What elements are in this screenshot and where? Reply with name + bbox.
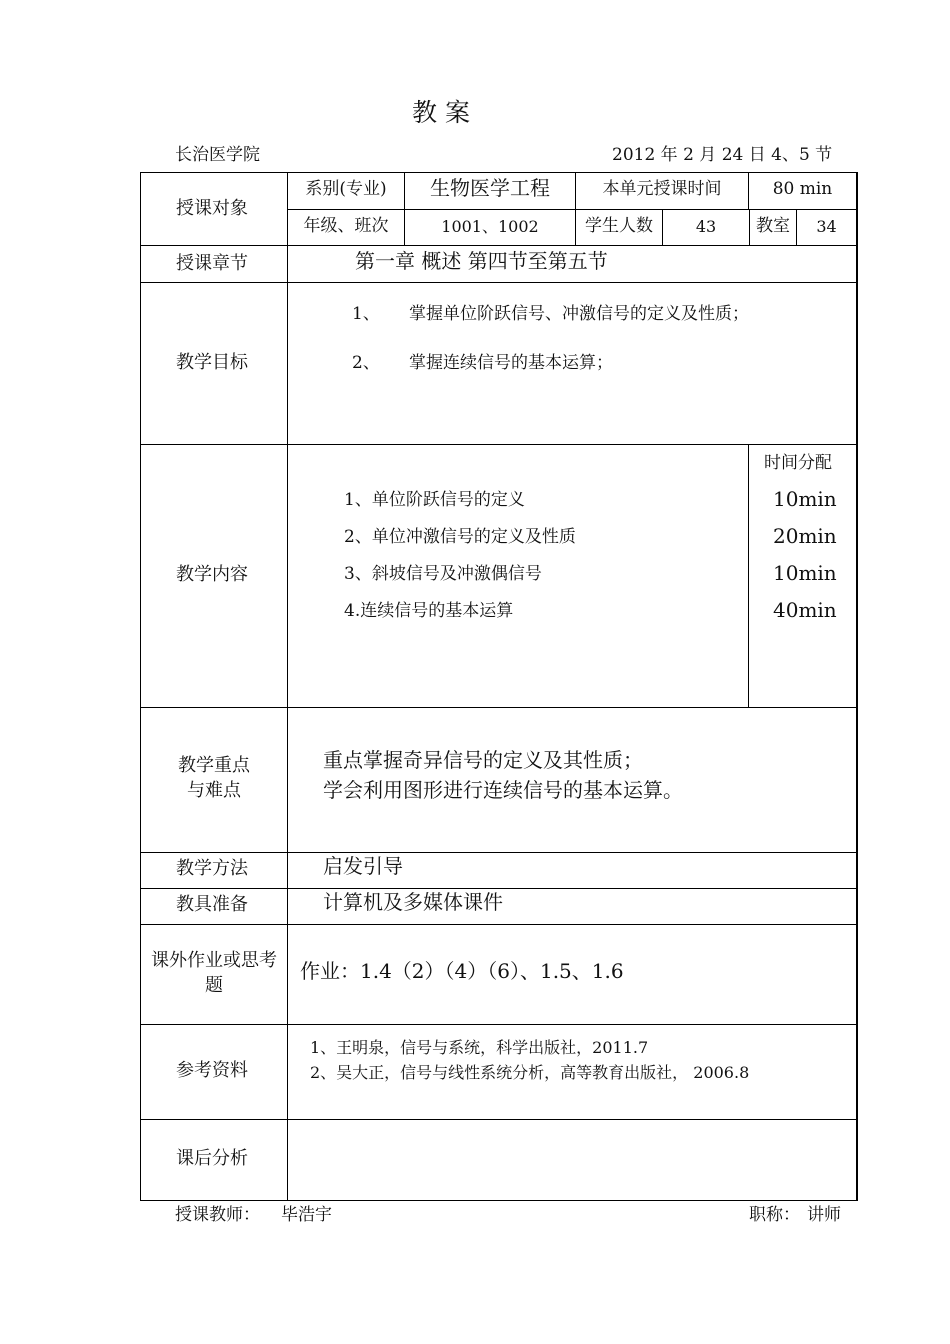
content-time-2: 20min [773, 524, 837, 548]
teacher-name: 毕浩宇 [281, 1205, 332, 1225]
content-label: 教学内容 [176, 564, 248, 585]
homework-value: 作业：1.4（2）（4）（6）、1.5、1.6 [300, 959, 624, 983]
chapter-value: 第一章 概述 第四节至第五节 [355, 249, 608, 273]
class-label: 年级、班次 [303, 216, 389, 236]
content-time-3: 10min [773, 561, 837, 585]
key-points-label-line2: 与难点 [187, 780, 241, 801]
homework-label-line2: 题 [205, 975, 223, 996]
count-value: 43 [695, 217, 717, 236]
job-title-value: 讲师 [807, 1205, 841, 1225]
time-allocation-header: 时间分配 [764, 453, 832, 473]
reference-item-2: 2、吴大正，信号与线性系统分析，高等教育出版社， 2006.8 [310, 1063, 750, 1082]
key-point-line-2: 学会利用图形进行连续信号的基本运算。 [323, 778, 683, 802]
key-point-line-1: 重点掌握奇异信号的定义及其性质； [323, 748, 643, 772]
method-value: 启发引导 [323, 854, 403, 878]
time-label: 本单元授课时间 [602, 179, 722, 199]
job-title-label: 职称： [749, 1205, 800, 1225]
tools-label: 教具准备 [176, 894, 248, 915]
key-points-label-line1: 教学重点 [178, 755, 250, 776]
content-item-4: 4.连续信号的基本运算 [344, 601, 514, 621]
content-item-3: 3、斜坡信号及冲激偶信号 [344, 564, 542, 584]
count-label: 学生人数 [585, 216, 653, 236]
content-item-2: 2、单位冲激信号的定义及性质 [344, 527, 576, 547]
time-value: 80 min [772, 179, 833, 199]
document-title: 教 案 [412, 98, 470, 127]
reference-item-1: 1、王明泉，信号与系统，科学出版社，2011.7 [310, 1038, 649, 1057]
method-label: 教学方法 [176, 858, 248, 879]
references-label: 参考资料 [176, 1060, 248, 1081]
school-name: 长治医学院 [175, 145, 260, 165]
teacher-label: 授课教师： [175, 1205, 260, 1225]
lesson-date: 2012 年 2 月 24 日 4、5 节 [612, 145, 833, 165]
class-value: 1001、1002 [441, 217, 539, 236]
objectives-label: 教学目标 [176, 352, 248, 373]
target-label: 授课对象 [176, 198, 248, 219]
homework-label-line1: 课外作业或思考 [151, 950, 277, 971]
chapter-label: 授课章节 [176, 253, 248, 274]
analysis-label: 课后分析 [176, 1148, 248, 1169]
dept-value: 生物医学工程 [430, 176, 550, 200]
objective-1-text: 掌握单位阶跃信号、冲激信号的定义及性质； [409, 304, 749, 324]
content-time-4: 40min [773, 598, 837, 622]
objective-2-number: 2、 [352, 353, 380, 373]
room-value: 34 [816, 217, 837, 236]
tools-value: 计算机及多媒体课件 [323, 890, 503, 914]
objective-2-text: 掌握连续信号的基本运算； [409, 353, 613, 373]
dept-label: 系别(专业) [305, 179, 387, 199]
objective-1-number: 1、 [352, 304, 380, 324]
content-time-1: 10min [773, 487, 837, 511]
content-item-1: 1、单位阶跃信号的定义 [344, 490, 525, 510]
room-label: 教室 [756, 216, 790, 236]
